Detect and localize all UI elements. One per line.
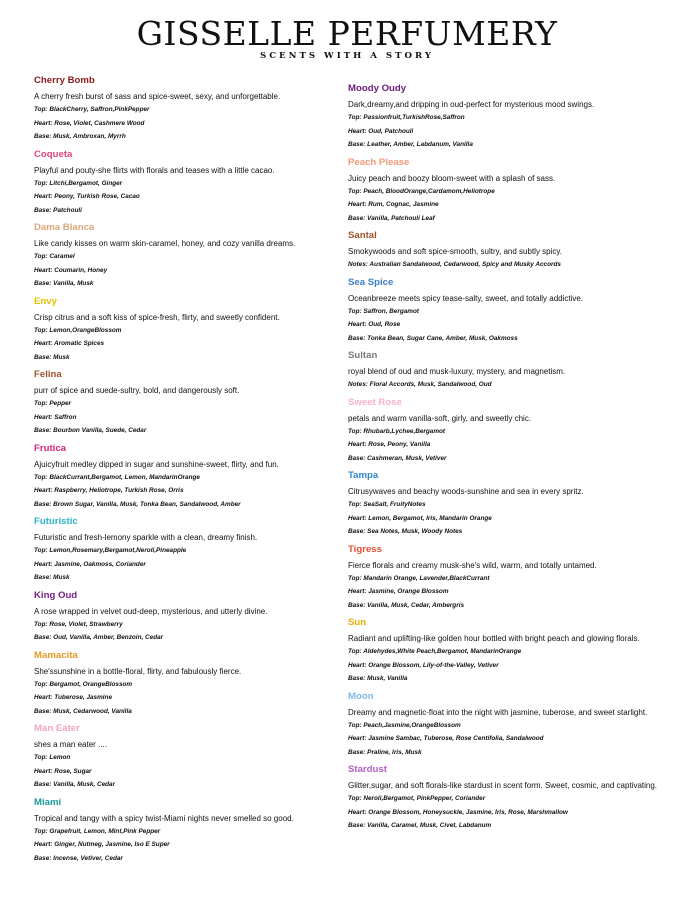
fragrance-note: Heart: Rum, Cognac, Jasmine	[348, 201, 439, 208]
fragrance-name: Cherry Bomb	[34, 75, 95, 86]
fragrance-note: Base: Vanilla, Musk, Cedar	[34, 781, 116, 788]
fragrance-note: Top: Saffron, Bergamot	[348, 307, 420, 315]
fragrance-note: Base: Incense, Vetiver, Cedar	[34, 854, 123, 862]
fragrance-note: Top: Aldehydes,White Peach,Bergamot, MandarinOrange	[348, 648, 522, 655]
fragrance-name: Futuristic	[34, 516, 78, 527]
fragrance-description: A cherry fresh burst of sass and spice-sweet, sexy, and unforgettable.	[34, 92, 281, 101]
fragrance-entry	[348, 80, 676, 154]
fragrance-description: Radiant and uplifting-like golden hour bottled with bright peach and glowing florals.	[348, 634, 640, 643]
fragrance-note: Base: Vanilla, Patchouli Leaf	[348, 214, 435, 222]
fragrance-name: Moon	[348, 690, 374, 702]
fragrance-note: Heart: Coumarin, Honey	[34, 266, 108, 274]
fragrance-note: Notes: Floral Accords, Musk, Sandalwood, Oud	[348, 381, 492, 388]
fragrance-entry	[348, 274, 676, 348]
fragrance-entry	[34, 293, 334, 367]
fragrance-entry	[348, 467, 676, 541]
fragrance-note: Top: Bergamot, OrangeBlossom	[34, 680, 133, 688]
fragrance-name: Sea Spice	[348, 276, 394, 288]
fragrance-name: Tigress	[348, 543, 382, 555]
fragrance-note: Heart: Orange Blossom, Lily-of-the-Valley, Vetiver	[348, 661, 499, 669]
fragrance-entry	[34, 647, 334, 721]
fragrance-note: Top: Pepper	[34, 400, 72, 407]
fragrance-description: Citrusywaves and beachy woods-sunshine and sea in every spritz.	[348, 487, 584, 496]
fragrance-name: Felina	[34, 369, 62, 380]
fragrance-name: Peach Please	[348, 156, 410, 168]
fragrance-note: Base: Vanilla, Musk	[34, 280, 94, 287]
page-header	[0, 14, 694, 61]
fragrance-note: Top: Peach,Jasmine,OrangeBlossom	[348, 721, 461, 729]
fragrance-note: Base: Musk, Cedarwood, Vanilla	[34, 707, 132, 715]
fragrance-description: Juicy peach and boozy bloom-sweet with a splash of sass.	[348, 173, 556, 183]
fragrance-description: A rose wrapped in velvet oud-deep, mysterious, and utterly divine.	[34, 606, 268, 616]
fragrance-entry	[348, 227, 676, 274]
fragrance-note: Heart: Tuberose, Jasmine	[34, 694, 113, 701]
fragrance-note: Heart: Oud, Patchouli	[348, 127, 414, 135]
fragrance-note: Heart: Jasmine Sambac, Tuberose, Rose Centifolia, Sandalwood	[348, 735, 544, 742]
fragrance-note: Top: SeaSalt, FruityNotes	[348, 501, 426, 508]
fragrance-description: Dreamy and magnetic-float into the night with jasmine, tuberose, and sweet starlight.	[348, 707, 648, 717]
fragrance-name: Sultan	[348, 350, 378, 361]
fragrance-note: Top: Peach, BloodOrange,Cardamom,Heliotrope	[348, 187, 495, 195]
fragrance-note: Heart: Aromatic Spices	[34, 340, 105, 347]
fragrance-description: royal blend of oud and musk-luxury, mystery, and magnetism.	[348, 367, 566, 376]
fragrance-entry	[348, 761, 676, 835]
fragrance-name: Miami	[34, 796, 62, 808]
fragrance-note: Heart: Rose, Sugar	[34, 767, 92, 775]
fragrance-description: Tropical and tangy with a spicy twist-Miami nights never smelled so good.	[34, 813, 294, 823]
fragrance-description: Oceanbreeze meets spicy tease-salty, sweet, and totally addictive.	[348, 293, 584, 303]
fragrance-note: Top: Lemon,OrangeBlossom	[34, 326, 122, 334]
fragrance-name: Coqueta	[34, 148, 73, 160]
fragrance-note: Top: Grapefruit, Lemon, Mint,Pink Pepper	[34, 827, 161, 835]
fragrance-note: Base: Bourbon Vanilla, Suede, Cedar	[34, 427, 147, 434]
fragrance-note: Base: Patchouli	[34, 206, 82, 214]
fragrance-entry	[34, 219, 334, 293]
fragrance-entry	[34, 440, 334, 514]
fragrance-note: Heart: Rose, Violet, Cashmere Wood	[34, 119, 145, 127]
fragrance-entry	[348, 688, 676, 762]
fragrance-note: Base: Brown Sugar, Vanilla, Musk, Tonka Bean, Sandalwood, Amber	[34, 500, 241, 508]
left-column	[34, 72, 334, 867]
fragrance-description: She'ssunshine in a bottle-floral, flirty, and fabulously fierce.	[34, 666, 242, 676]
fragrance-note: Top: Litchi,Bergamot, Ginger	[34, 179, 123, 187]
fragrance-entry	[348, 614, 676, 688]
fragrance-description: petals and warm vanilla-soft, girly, and sweetly chic.	[348, 413, 532, 423]
fragrance-note: Base: Musk	[34, 574, 70, 581]
fragrance-note: Notes: Australian Sandalwood, Cedarwood, Spicy and Musky Accords	[348, 261, 561, 268]
fragrance-name: King Oud	[34, 589, 78, 601]
fragrance-note: Top: BlackCurrant,Bergamot, Lemon, MandarinOrange	[34, 473, 200, 481]
fragrance-entry	[34, 587, 334, 647]
fragrance-name: Envy	[34, 295, 57, 307]
fragrance-note: Base: Musk, Ambroxan, Myrrh	[34, 133, 126, 140]
fragrance-note: Base: Musk	[34, 353, 70, 361]
fragrance-note: Heart: Raspberry, Heliotrope, Turkish Rose, Orris	[34, 487, 184, 494]
fragrance-description: Ajuicyfruit medley dipped in sugar and sunshine-sweet, flirty, and fun.	[34, 459, 279, 469]
fragrance-note: Top: Lemon	[34, 754, 71, 761]
fragrance-note: Base: Cashmeran, Musk, Vetiver	[348, 454, 447, 462]
fragrance-name: Stardust	[348, 764, 387, 775]
fragrance-description: Futuristic and fresh-lemony sparkle with a clean, dreamy finish.	[34, 533, 258, 542]
fragrance-note: Top: Passionfruit,TurkishRose,Saffron	[348, 114, 465, 121]
fragrance-description: Playful and pouty-she flirts with florals and teases with a little cacao.	[34, 165, 275, 175]
brand-logo: GISSELLE PERFUMERY	[136, 14, 558, 53]
brand-tagline: SCENTS WITH A STORY	[260, 51, 434, 61]
fragrance-entry	[34, 720, 334, 794]
fragrance-description: Fierce florals and creamy musk-she's wild, warm, and totally untamed.	[348, 560, 597, 570]
fragrance-note: Base: Musk, Vanilla	[348, 675, 408, 682]
fragrance-entry	[34, 513, 334, 587]
fragrance-note: Base: Tonka Bean, Sugar Cane, Amber, Musk, Oakmoss	[348, 334, 518, 342]
fragrance-note: Top: BlackCherry, Saffron,PinkPepper	[34, 106, 150, 113]
fragrance-description: Crisp citrus and a soft kiss of spice-fresh, flirty, and sweetly confident.	[34, 312, 280, 322]
fragrance-entry	[348, 541, 676, 615]
fragrance-name: Dama Blanca	[34, 222, 95, 233]
fragrance-entry	[34, 366, 334, 440]
fragrance-note: Heart: Lemon, Bergamot, Iris, Mandarin Orange	[348, 514, 492, 522]
fragrance-note: Top: Caramel	[34, 253, 75, 260]
fragrance-note: Top: Lemon,Rosemary,Bergamot,Neroli,Pineapple	[34, 547, 187, 554]
fragrance-name: Mamacita	[34, 649, 78, 661]
fragrance-name: Moody Oudy	[348, 83, 407, 94]
fragrance-entry	[348, 394, 676, 468]
fragrance-entry	[34, 72, 334, 146]
fragrance-name: Man Eater	[34, 723, 80, 734]
fragrance-note: Heart: Saffron	[34, 413, 77, 421]
fragrance-note: Top: Neroli,Bergamot, PinkPepper, Coriander	[348, 795, 486, 802]
fragrance-description: Glitter,sugar, and soft florals-like stardust in scent form. Sweet, cosmic, and captivating.	[348, 781, 658, 790]
fragrance-name: Tampa	[348, 470, 379, 481]
fragrance-note: Base: Vanilla, Caramel, Musk, Civet, Labdanum	[348, 822, 492, 829]
fragrance-note: Heart: Orange Blossom, Honeysuckle, Jasmine, Iris, Rose, Marshmallow	[348, 808, 568, 816]
fragrance-description: Dark,dreamy,and dripping in oud-perfect for mysterious mood swings.	[348, 100, 595, 109]
fragrance-name: Frutica	[34, 442, 66, 454]
fragrance-note: Top: Rhubarb,Lychee,Bergamot	[348, 427, 446, 435]
fragrance-note: Base: Sea Notes, Musk, Woody Notes	[348, 528, 463, 535]
fragrance-note: Heart: Rose, Peony, Vanilla	[348, 441, 431, 448]
fragrance-entry	[348, 154, 676, 228]
fragrance-note: Heart: Jasmine, Orange Blossom	[348, 588, 449, 595]
fragrance-entry	[348, 347, 676, 394]
fragrance-note: Base: Oud, Vanilla, Amber, Benzoin, Cedar	[34, 634, 164, 641]
fragrance-description: Like candy kisses on warm skin-caramel, honey, and cozy vanilla dreams.	[34, 239, 296, 248]
fragrance-description: Smokywoods and soft spice-smooth, sultry, and subtly spicy.	[348, 247, 563, 256]
fragrance-entry	[34, 794, 334, 868]
fragrance-description: shes a man eater ....	[34, 740, 107, 749]
fragrance-note: Heart: Peony, Turkish Rose, Cacao	[34, 193, 140, 200]
fragrance-name: Santal	[348, 230, 377, 241]
fragrance-note: Heart: Jasmine, Oakmoss, Coriander	[34, 560, 146, 568]
fragrance-description: purr of spice and suede-sultry, bold, and dangerously soft.	[34, 386, 240, 395]
fragrance-name: Sun	[348, 617, 367, 628]
fragrance-note: Heart: Oud, Rose	[348, 321, 401, 328]
fragrance-note: Heart: Ginger, Nutmeg, Jasmine, Iso E Super	[34, 841, 170, 848]
fragrance-note: Top: Mandarin Orange, Lavender,BlackCurrant	[348, 574, 490, 582]
fragrance-note: Base: Praline, Iris, Musk	[348, 748, 422, 756]
right-column	[348, 80, 676, 835]
fragrance-note: Base: Vanilla, Musk, Cedar, Ambergris	[348, 601, 465, 609]
fragrance-note: Base: Leather, Amber, Labdanum, Vanilla	[348, 141, 473, 148]
fragrance-name: Sweet Rose	[348, 396, 402, 408]
fragrance-entry	[34, 146, 334, 220]
fragrance-note: Top: Rose, Violet, Strawberry	[34, 620, 123, 628]
